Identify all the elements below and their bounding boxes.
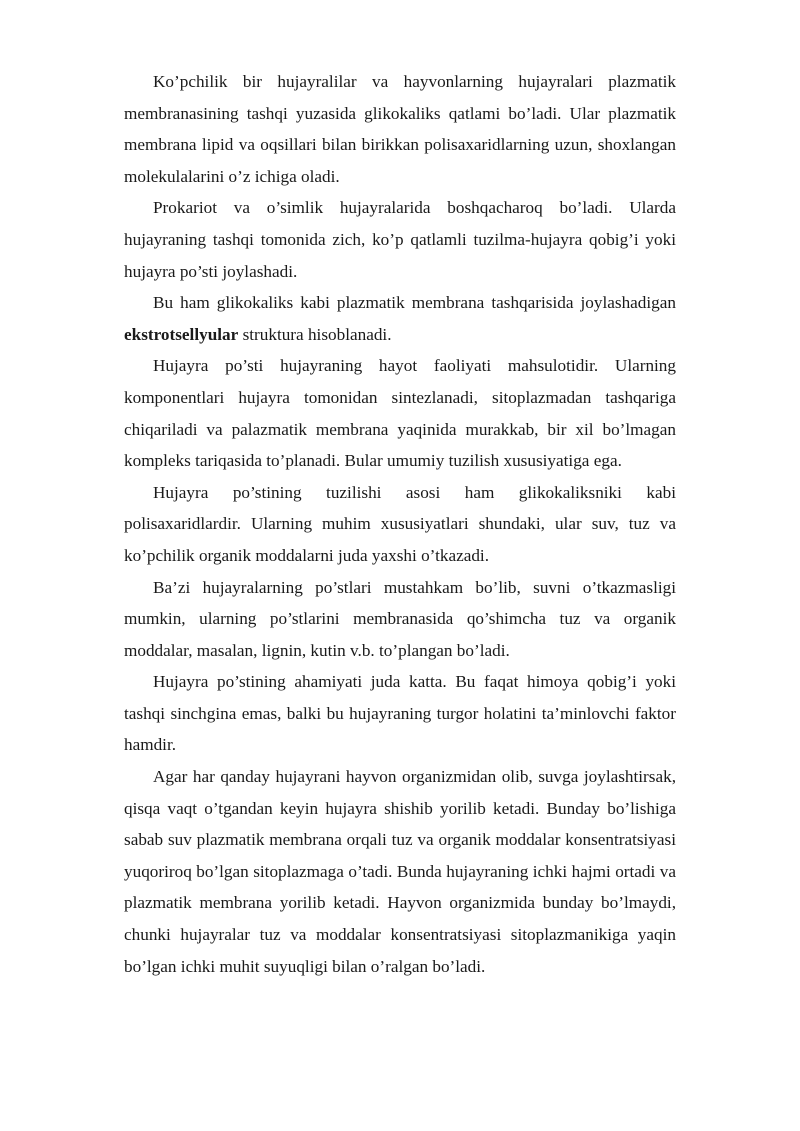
paragraph-extracellular-structure <box>124 287 676 350</box>
paragraph-text: struktura hisoblanadi. <box>238 324 392 344</box>
paragraph-cell-wall-product: Hujayra po’sti hujayraning hayot faoliyati mahsulotidir. Ularning komponentlari hujayra tomonidan sintezlanadi, sitoplazmadan tashqariga chiqariladi va palazmatik membrana yaqinida murakkab, bir xil bo’lmagan kompleks tariqasida to’planadi. Bular umumiy tuzilish xususiyatiga ega. <box>124 356 676 471</box>
paragraph-cell-in-water: Agar har qanday hujayrani hayvon organizmidan olib, suvga joylashtirsak, qisqa vaqt o’tgandan keyin hujayra shishib yorilib ketadi. Bunday bo’lishiga sabab suv plazmatik membrana orqali tuz va organik moddalar konsentratsiyasi yuqoriroq bo’lgan sitoplazmaga o’tadi. Bunda hujayraning ichki hajmi ortadi va plazmatik membrana yorilib ketadi. Hayvon organizmida bunday bo’lmaydi, chunki hujayralar tuz va moddalar konsentratsiyasi sitoplazmanikiga yaqin bo’lgan ichki muhit suyuqligi bilan o’ralgan bo’ladi. <box>124 767 676 976</box>
paragraph-glycocalyx: Ko’pchilik bir hujayralilar va hayvonlarning hujayralari plazmatik membranasining tashqi yuzasida glikokaliks qatlami bo’ladi. Ular plazmatik membrana lipid va oqsillari bilan birikkan polisaxaridlarning uzun, shoxlangan molekulalarini o’z ichiga oladi. <box>124 72 676 186</box>
paragraph-cell-wall-importance: Hujayra po’stining ahamiyati juda katta. Bu faqat himoya qobig’i yoki tashqi sinchgina emas, balki bu hujayraning turgor holatini ta’minlovchi faktor hamdir. <box>124 672 676 755</box>
paragraph-cell-wall-structure: Hujayra po’stining tuzilishi asosi ham glikokaliksniki kabi polisaxaridlardir. Ularning muhim xususiyatlari shundaki, ular suv, tuz va ko’pchilik organik moddalarni juda yaxshi o’tkazadi. <box>124 482 676 565</box>
paragraph-text: Bu ham glikokaliks kabi plazmatik membrana tashqarisida joylashadigan <box>153 293 676 313</box>
bold-term: ekstrotsellyular <box>124 324 239 344</box>
paragraph-rigid-cell-walls: Ba’zi hujayralarning po’stlari mustahkam bo’lib, suvni o’tkazmasligi mumkin, ularning po’stlarini membranasida qo’shimcha tuz va organik moddalar, masalan, lignin, kutin v.b. to’plangan bo’ladi. <box>124 577 676 660</box>
document-page <box>124 66 676 982</box>
paragraph-prokaryote-plant-cells: Prokariot va o’simlik hujayralarida boshqacharoq bo’ladi. Ularda hujayraning tashqi tomonida zich, ko’p qatlamli tuzilma-hujayra qobig’i yoki hujayra po’sti joylashadi. <box>124 198 676 281</box>
